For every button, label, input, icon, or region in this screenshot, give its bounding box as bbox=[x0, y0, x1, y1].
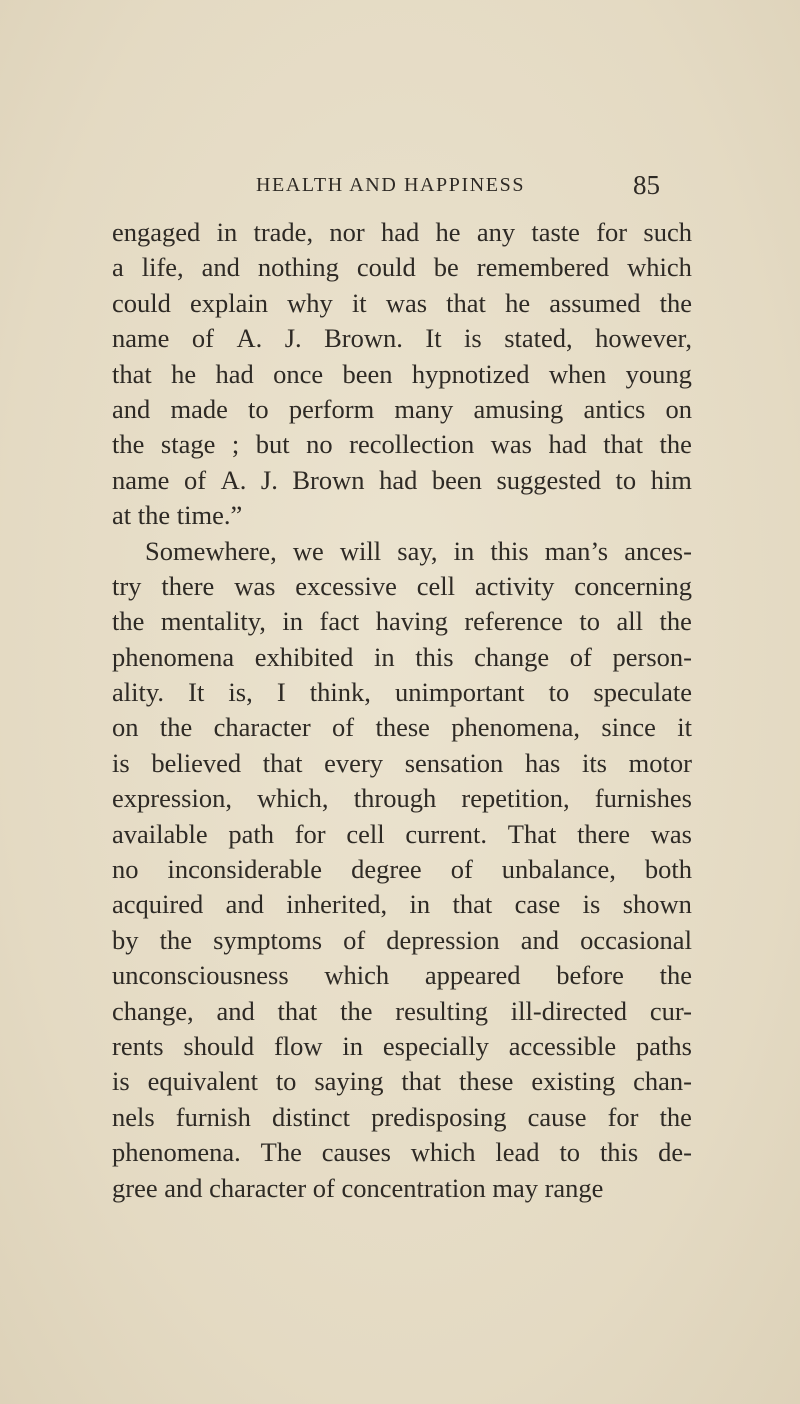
text-line bbox=[112, 427, 692, 462]
word: equivalent bbox=[147, 1066, 258, 1097]
word: reference bbox=[464, 606, 563, 637]
word: character bbox=[213, 712, 311, 743]
word: resulting bbox=[395, 995, 488, 1026]
word: appeared bbox=[424, 960, 521, 991]
running-title: HEALTH AND HAPPINESS bbox=[256, 174, 526, 196]
word: It bbox=[188, 677, 205, 708]
word: these bbox=[459, 1066, 514, 1097]
word: case bbox=[514, 889, 561, 920]
word: name bbox=[112, 464, 170, 495]
word: to bbox=[559, 1137, 581, 1168]
running-head bbox=[200, 170, 660, 206]
word: furnishes bbox=[594, 783, 692, 814]
word: be bbox=[433, 252, 459, 283]
word: the bbox=[659, 960, 692, 991]
word: J. bbox=[284, 323, 302, 354]
word: excessive bbox=[295, 570, 397, 601]
word: was bbox=[490, 429, 532, 460]
text-line bbox=[112, 463, 692, 498]
word: ill-directed bbox=[510, 995, 628, 1026]
word: flow bbox=[273, 1030, 323, 1061]
text-line bbox=[112, 1100, 692, 1135]
word: degree bbox=[351, 854, 422, 885]
word: saying bbox=[314, 1066, 384, 1097]
word: to bbox=[579, 606, 601, 637]
word: It bbox=[425, 323, 442, 354]
word: believed bbox=[151, 747, 242, 778]
word: of bbox=[343, 924, 366, 955]
word: occasional bbox=[580, 924, 692, 955]
word: no bbox=[306, 429, 333, 460]
word: will bbox=[339, 535, 382, 566]
word: stated, bbox=[504, 323, 573, 354]
word: these bbox=[375, 712, 430, 743]
word: made bbox=[170, 393, 228, 424]
word: suggested bbox=[496, 464, 601, 495]
text-line bbox=[112, 215, 692, 250]
word: unimportant bbox=[395, 677, 525, 708]
word: antics bbox=[583, 393, 646, 424]
word: Somewhere, bbox=[145, 535, 277, 566]
word: assumed bbox=[549, 287, 641, 318]
text-line bbox=[112, 887, 692, 922]
word: young bbox=[625, 358, 692, 389]
word: and bbox=[225, 889, 264, 920]
word: name bbox=[112, 323, 170, 354]
word: been bbox=[431, 464, 482, 495]
word: change bbox=[474, 641, 550, 672]
word: life, bbox=[141, 252, 184, 283]
text-line bbox=[112, 357, 692, 392]
word: change, bbox=[112, 995, 194, 1026]
text-line bbox=[112, 1029, 692, 1064]
text-line bbox=[112, 1171, 692, 1206]
word: the bbox=[659, 429, 692, 460]
word: many bbox=[394, 393, 454, 424]
word: cur- bbox=[649, 995, 692, 1026]
page-number: 85 bbox=[633, 170, 660, 200]
word: cause bbox=[527, 1101, 587, 1132]
word: engaged bbox=[112, 217, 201, 247]
word: That bbox=[507, 818, 557, 849]
word: ; bbox=[231, 429, 240, 460]
word: is bbox=[582, 889, 601, 920]
word: both bbox=[644, 854, 692, 885]
word: of bbox=[569, 641, 592, 672]
word: is bbox=[464, 323, 482, 354]
word: inconsiderable bbox=[167, 854, 323, 885]
word: its bbox=[581, 747, 607, 778]
word: there bbox=[161, 570, 215, 601]
word: in bbox=[342, 1030, 364, 1061]
word: the bbox=[659, 1101, 692, 1132]
word: in bbox=[409, 889, 431, 920]
word: The bbox=[260, 1137, 302, 1168]
word: and bbox=[201, 252, 240, 283]
word: distinct bbox=[271, 1101, 350, 1132]
word: him bbox=[650, 464, 692, 495]
word: nothing bbox=[257, 252, 339, 283]
word: for bbox=[607, 1101, 639, 1132]
word: predisposing bbox=[371, 1101, 507, 1132]
word: for bbox=[294, 818, 326, 849]
text-line bbox=[112, 569, 692, 604]
word: Brown bbox=[292, 464, 365, 495]
word: is, bbox=[228, 677, 253, 708]
word: recollection bbox=[349, 429, 475, 460]
text-line bbox=[112, 392, 692, 427]
word: is bbox=[112, 747, 130, 778]
word: acquired bbox=[112, 889, 204, 920]
word: is bbox=[112, 1066, 130, 1097]
text-line bbox=[112, 1135, 692, 1170]
word: Brown. bbox=[324, 323, 403, 354]
text-line bbox=[112, 675, 692, 710]
word: expression, bbox=[112, 783, 232, 814]
word: it bbox=[677, 712, 692, 743]
text-line bbox=[112, 958, 692, 993]
word: was bbox=[234, 570, 276, 601]
word: unbalance, bbox=[501, 854, 616, 885]
word: the bbox=[659, 287, 692, 318]
word: paths bbox=[636, 1030, 692, 1061]
word: A. bbox=[236, 323, 263, 354]
word: nels bbox=[112, 1101, 155, 1132]
word: furnish bbox=[175, 1101, 251, 1132]
word: that bbox=[452, 889, 493, 920]
word: to bbox=[615, 464, 637, 495]
word: existing bbox=[531, 1066, 616, 1097]
word: motor bbox=[628, 747, 692, 778]
word: this bbox=[415, 641, 454, 672]
word: any bbox=[476, 217, 516, 247]
word: however, bbox=[595, 323, 692, 354]
text-line bbox=[112, 321, 692, 356]
text-line bbox=[112, 604, 692, 639]
word: try bbox=[112, 570, 142, 601]
word: all bbox=[616, 606, 644, 637]
word: person- bbox=[612, 641, 692, 672]
word: unconsciousness bbox=[112, 960, 289, 991]
word: had bbox=[548, 429, 587, 460]
word: having bbox=[375, 606, 448, 637]
word: speculate bbox=[593, 677, 692, 708]
word: nor bbox=[329, 217, 365, 247]
word: in bbox=[374, 641, 395, 672]
word: should bbox=[183, 1030, 255, 1061]
word: which bbox=[410, 1137, 476, 1168]
word: he bbox=[435, 217, 461, 247]
word: remembered bbox=[476, 252, 610, 283]
word: in bbox=[282, 606, 303, 637]
word: to bbox=[248, 393, 269, 424]
word: this bbox=[490, 535, 529, 566]
word: say, bbox=[397, 535, 438, 566]
word: ality. bbox=[112, 677, 165, 708]
word: accessible bbox=[508, 1030, 617, 1061]
word: that bbox=[262, 747, 303, 778]
word: phenomena, bbox=[451, 712, 581, 743]
text-line bbox=[112, 923, 692, 958]
word: we bbox=[292, 535, 324, 566]
word: path bbox=[228, 818, 274, 849]
word: on bbox=[112, 712, 139, 743]
word: that bbox=[401, 1066, 442, 1097]
word: which, bbox=[257, 783, 329, 814]
text-line bbox=[112, 286, 692, 321]
word: has bbox=[524, 747, 561, 778]
word: rents bbox=[112, 1030, 164, 1061]
word: that bbox=[277, 995, 318, 1026]
word: to bbox=[548, 677, 570, 708]
text-line bbox=[112, 250, 692, 285]
word: was bbox=[385, 287, 428, 318]
word: of bbox=[450, 854, 473, 885]
text-line bbox=[112, 746, 692, 781]
text-line bbox=[112, 534, 692, 569]
text-line bbox=[112, 852, 692, 887]
word: the bbox=[340, 995, 373, 1026]
word: and bbox=[216, 995, 255, 1026]
word: A. bbox=[220, 464, 247, 495]
text-line bbox=[112, 994, 692, 1029]
word: he bbox=[505, 287, 531, 318]
word: phenomena. bbox=[112, 1137, 241, 1168]
word: especially bbox=[382, 1030, 489, 1061]
word: mentality, bbox=[160, 606, 266, 637]
word: it bbox=[351, 287, 367, 318]
text-line bbox=[112, 710, 692, 745]
word: concerning bbox=[574, 570, 692, 601]
word: available bbox=[112, 818, 208, 849]
word: could bbox=[356, 252, 416, 283]
word: such bbox=[643, 217, 692, 247]
word: through bbox=[353, 783, 437, 814]
word: de- bbox=[658, 1137, 692, 1168]
word: once bbox=[273, 358, 324, 389]
word: by bbox=[112, 924, 139, 955]
word: had bbox=[380, 217, 420, 247]
word: I bbox=[276, 677, 286, 708]
word: of bbox=[183, 464, 207, 495]
word: ances- bbox=[624, 535, 692, 566]
text-line bbox=[112, 1064, 692, 1099]
word: before bbox=[556, 960, 624, 991]
word: depression bbox=[386, 924, 500, 955]
text-line bbox=[112, 640, 692, 675]
word: for bbox=[596, 217, 628, 247]
word: the bbox=[659, 606, 692, 637]
word: fact bbox=[319, 606, 360, 637]
word: the bbox=[159, 924, 192, 955]
word: exhibited bbox=[254, 641, 354, 672]
word: explain bbox=[190, 287, 269, 318]
word: phenomena bbox=[112, 641, 235, 672]
word: could bbox=[112, 287, 171, 318]
word: of bbox=[191, 323, 214, 354]
word: sensation bbox=[404, 747, 504, 778]
word: but bbox=[255, 429, 290, 460]
word: lead bbox=[495, 1137, 540, 1168]
word: to bbox=[275, 1066, 297, 1097]
word: think, bbox=[309, 677, 371, 708]
word: that bbox=[112, 358, 152, 389]
word: he bbox=[171, 358, 197, 389]
word: and bbox=[112, 393, 151, 424]
text-line bbox=[112, 781, 692, 816]
word: current. bbox=[405, 818, 488, 849]
word: taste bbox=[531, 217, 580, 247]
word: inherited, bbox=[286, 889, 388, 920]
word: been bbox=[342, 358, 393, 389]
word: had bbox=[379, 464, 418, 495]
word: when bbox=[548, 358, 607, 389]
word: no bbox=[112, 854, 139, 885]
word: there bbox=[577, 818, 631, 849]
line-text: gree and character of concentration may range bbox=[112, 1172, 604, 1203]
word: symptoms bbox=[213, 924, 323, 955]
word: that bbox=[603, 429, 644, 460]
word: chan- bbox=[633, 1066, 692, 1097]
word: the bbox=[112, 429, 145, 460]
word: trade, bbox=[253, 217, 314, 247]
word: perform bbox=[288, 393, 375, 424]
word: the bbox=[112, 606, 145, 637]
word: the bbox=[159, 712, 193, 743]
word: which bbox=[324, 960, 390, 991]
word: shown bbox=[622, 889, 692, 920]
body-text bbox=[112, 215, 692, 1206]
word: in bbox=[216, 217, 238, 247]
word: cell bbox=[416, 570, 455, 601]
word: stage bbox=[160, 429, 216, 460]
word: J. bbox=[260, 464, 278, 495]
word: why bbox=[287, 287, 333, 318]
word: in bbox=[453, 535, 475, 566]
text-line bbox=[112, 817, 692, 852]
word: a bbox=[112, 252, 124, 283]
word: that bbox=[446, 287, 486, 318]
text-line bbox=[112, 498, 692, 533]
word: since bbox=[601, 712, 656, 743]
word: repetition, bbox=[461, 783, 570, 814]
word: on bbox=[665, 393, 692, 424]
word: activity bbox=[474, 570, 555, 601]
word: had bbox=[215, 358, 254, 389]
word: which bbox=[627, 252, 692, 283]
word: of bbox=[332, 712, 355, 743]
line-text: at the time.” bbox=[112, 500, 243, 531]
word: and bbox=[520, 924, 559, 955]
word: causes bbox=[321, 1137, 391, 1168]
word: was bbox=[650, 818, 692, 849]
word: this bbox=[599, 1137, 639, 1168]
word: hypnotized bbox=[411, 358, 530, 389]
word: man’s bbox=[544, 535, 609, 566]
word: every bbox=[324, 747, 384, 778]
word: amusing bbox=[473, 393, 564, 424]
word: cell bbox=[346, 818, 385, 849]
